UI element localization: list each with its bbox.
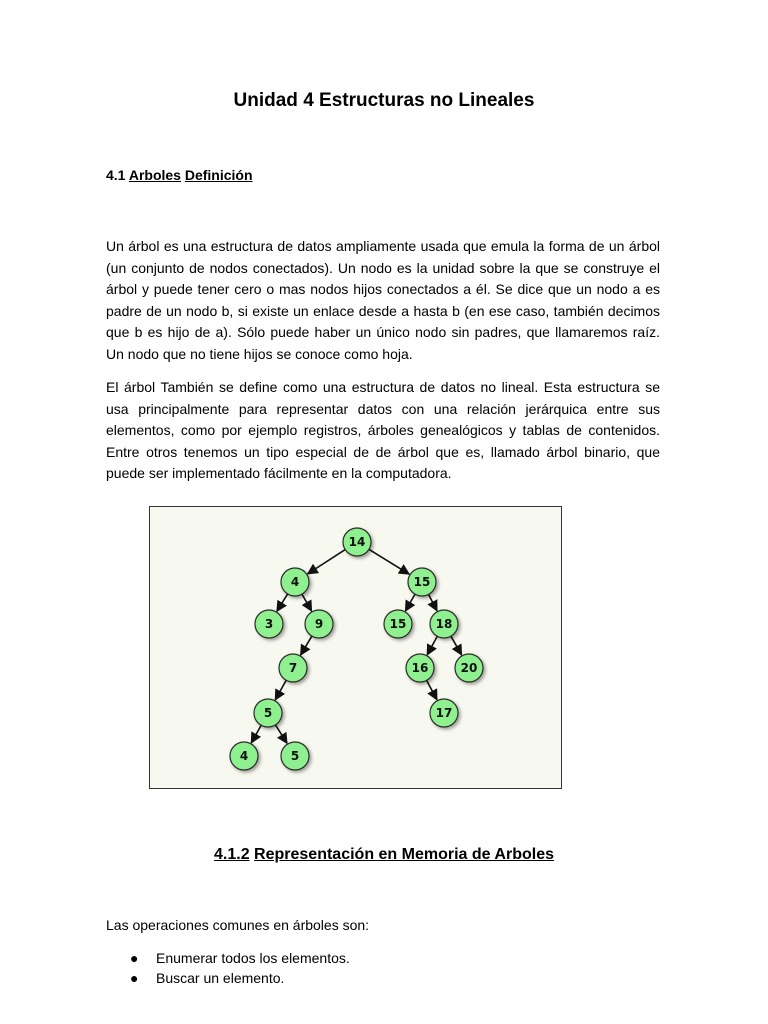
operations-list <box>106 948 350 988</box>
tree-edge <box>428 594 437 610</box>
tree-node-label: 20 <box>460 661 478 675</box>
tree-node <box>279 654 307 682</box>
tree-edge <box>427 636 437 655</box>
tree-edge <box>251 725 261 743</box>
tree-node <box>430 699 458 727</box>
binary-tree-figure <box>149 506 562 789</box>
tree-node-label: 4 <box>290 575 300 589</box>
bullet-icon: ● <box>130 970 139 986</box>
tree-node <box>255 610 283 638</box>
tree-node <box>430 610 458 638</box>
tree-node <box>230 742 258 770</box>
tree-node-label: 5 <box>263 706 273 720</box>
paragraph-definition: Un árbol es una estructura de datos ampliamente usada que emula la forma de un árbol (un conjunto de nodos conectados). Un nodo es la unidad sobre la que se construye el árbol y puede tener cero o mas nodos hijos conectados a él. Se dice que un nodo a es padre de un nodo b, si existe un enlace desde a hasta b (en ese caso, también decimos que b es hijo de a). Sólo puede haber un único nodo sin padres, que llamaremos raíz. Un nodo que no tiene hijos se conoce como hoja. <box>106 238 660 362</box>
tree-edge <box>275 680 286 700</box>
tree-node-label: 15 <box>413 575 431 589</box>
tree-node-label: 3 <box>264 617 274 631</box>
tree-node <box>343 528 371 556</box>
tree-edge <box>302 594 312 611</box>
tree-edge <box>369 549 409 574</box>
tree-edge <box>277 594 288 611</box>
tree-node-label: 4 <box>239 749 249 763</box>
list-item-text: Buscar un elemento. <box>156 970 285 986</box>
section-number: 4.1.2 <box>214 846 250 863</box>
paragraph-non-linear: El árbol También se define como una estructura de datos no lineal. Esta estructura se usa principalmente para representar datos con una relación jerárquica entre sus elementos, como por ejemplo registros, árboles genealógicos y tablas de contenidos. Entre otros tenemos un tipo especial de de árbol que es, llamado árbol binario, que puede ser implementado fácilmente en la computadora. <box>106 379 660 482</box>
tree-node <box>281 742 309 770</box>
section-title: Representación en Memoria de Arboles <box>254 846 554 863</box>
section-heading-4-1 <box>106 167 253 183</box>
tree-edge <box>301 636 312 655</box>
tree-node <box>455 654 483 682</box>
tree-node-label: 9 <box>314 617 324 631</box>
tree-node <box>408 568 436 596</box>
tree-node <box>305 610 333 638</box>
list-item-text: Enumerar todos los elementos. <box>156 950 350 966</box>
section-word-arboles: Arboles <box>128 167 181 183</box>
binary-tree-diagram <box>150 507 561 788</box>
tree-node <box>384 610 412 638</box>
tree-node-label: 18 <box>435 617 453 631</box>
section-word-definicion: Definición <box>184 167 253 183</box>
bullet-icon: ● <box>130 950 139 966</box>
tree-edge <box>405 594 415 611</box>
tree-edge <box>308 550 346 574</box>
tree-node-label: 15 <box>389 617 407 631</box>
tree-edge <box>451 636 462 655</box>
operations-intro: Las operaciones comunes en árboles son: <box>106 917 370 933</box>
tree-edge <box>275 725 287 743</box>
tree-node-label: 7 <box>288 661 298 675</box>
tree-node <box>254 699 282 727</box>
list-item <box>106 968 350 988</box>
document-title: Unidad 4 Estructuras no Lineales <box>233 90 535 111</box>
section-number: 4.1 <box>106 167 126 183</box>
list-item <box>106 948 350 968</box>
tree-node-label: 5 <box>290 749 300 763</box>
tree-node-label: 14 <box>348 535 366 549</box>
section-heading-4-1-2 <box>0 846 768 864</box>
tree-node-label: 16 <box>411 661 429 675</box>
tree-node <box>281 568 309 596</box>
tree-node <box>406 654 434 682</box>
tree-edge <box>427 680 437 699</box>
tree-node-label: 17 <box>435 706 453 720</box>
